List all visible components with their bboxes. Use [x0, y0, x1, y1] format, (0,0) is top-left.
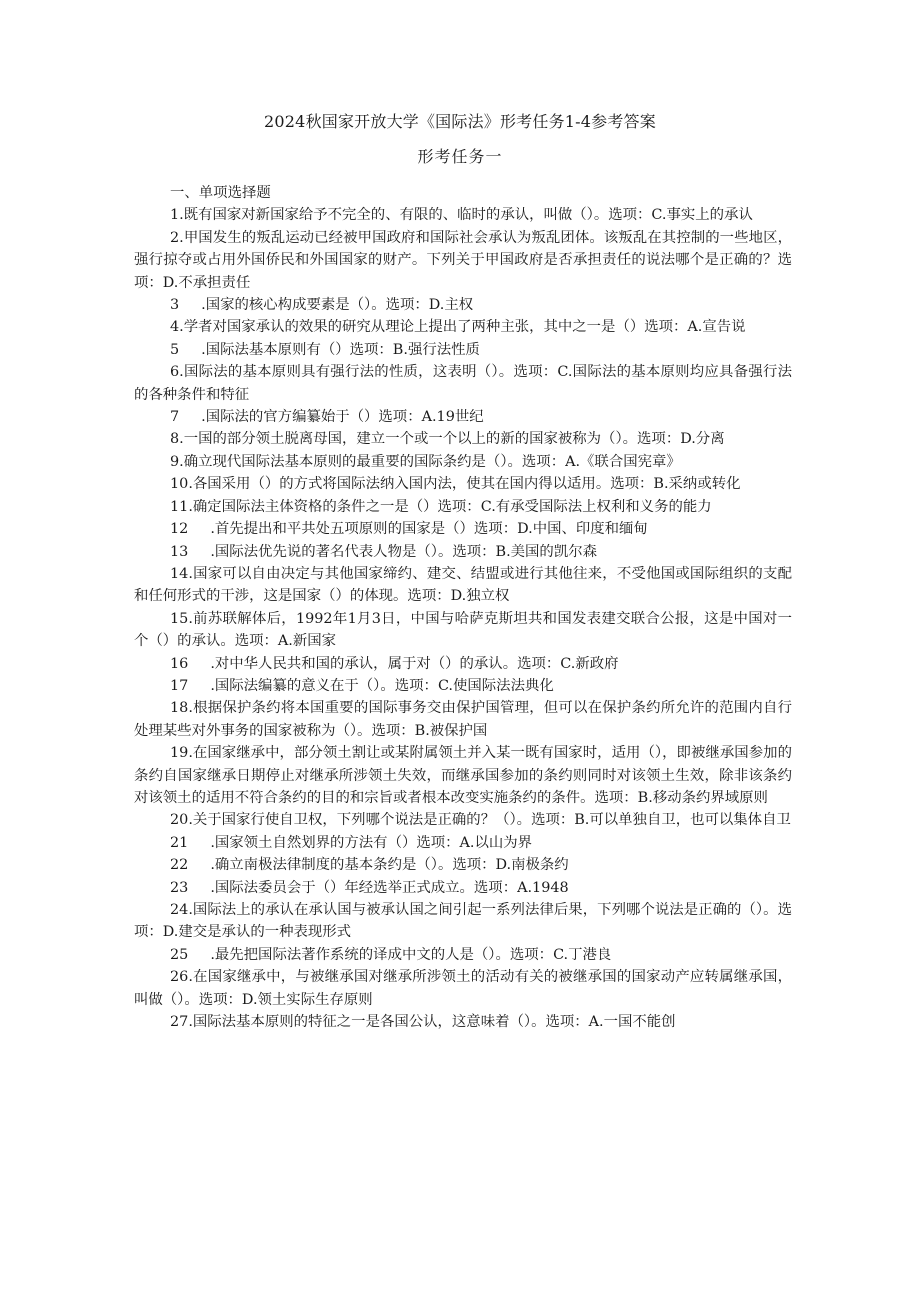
question-text: .确定国际法主体资格的条件之一是（）选项：C.有承受国际法上权利和义务的能力 — [188, 498, 712, 515]
question-text: .国际法优先说的著名代表人物是（）。选项：B.美国的凯尔森 — [210, 543, 597, 560]
question-number: 23 — [170, 879, 189, 896]
question-number: 16 — [170, 655, 189, 672]
question-19 — [134, 742, 792, 809]
question-number: 6 — [170, 364, 180, 381]
question-6 — [134, 361, 792, 406]
question-number: 10 — [170, 476, 189, 493]
question-12 — [134, 518, 792, 540]
question-15 — [134, 608, 792, 653]
question-number: 14 — [170, 565, 189, 582]
question-9 — [134, 451, 792, 473]
question-text: .国际法基本原则有（）选项：B.强行法性质 — [201, 341, 480, 358]
question-5 — [134, 339, 792, 361]
document-subtitle: 形考任务一 — [417, 147, 503, 166]
question-number: 9 — [170, 453, 180, 470]
question-8 — [134, 428, 792, 450]
question-text: .国际法的官方编纂始于（）选项：A.19世纪 — [201, 409, 484, 426]
question-number: 12 — [170, 521, 189, 538]
question-text: .在国家继承中，与被继承国对继承所涉领土的活动有关的被继承国的国家动产应转属继承国，叫做（）。选项：D.领土实际生存原则 — [134, 969, 792, 1008]
question-number: 25 — [170, 946, 189, 963]
question-number: 3 — [170, 297, 180, 314]
question-number: 8 — [170, 431, 180, 448]
question-text: .首先提出和平共处五项原则的国家是（）选项：D.中国、印度和缅甸 — [210, 521, 648, 538]
section-heading: 一、单项选择题 — [170, 185, 271, 201]
question-10 — [134, 473, 792, 495]
question-text: .国际法的基本原则具有强行法的性质，这表明（）。选项：C.国际法的基本原则均应具备强行法的各种条件和特征 — [134, 364, 792, 403]
question-text: .国际法基本原则的特征之一是各国公认，这意味着（）。选项：A.一国不能创 — [188, 1014, 676, 1031]
question-24 — [134, 899, 792, 944]
question-17 — [134, 675, 792, 697]
question-22 — [134, 854, 792, 876]
question-23 — [134, 877, 792, 899]
question-text: .确立现代国际法基本原则的最重要的国际条约是（）。选项：A.《联合国宪章》 — [179, 453, 681, 470]
question-number: 7 — [170, 409, 180, 426]
question-number: 22 — [170, 857, 189, 874]
question-text: .各国采用（）的方式将国际法纳入国内法，使其在国内得以适用。选项：B.采纳或转化 — [188, 476, 741, 493]
question-text: .前苏联解体后，1992年1月3日，中国与哈萨克斯坦共和国发表建交联合公报，这是中国对一个（）的承认。选项：A.新国家 — [134, 610, 792, 650]
question-text: .国际法编纂的意义在于（）。选项：C.使国际法法典化 — [210, 677, 554, 694]
question-text: .国际法上的承认在承认国与被承认国之间引起一系列法律后果，下列哪个说法是正确的（）。选项：D.建交是承认的一种表现形式 — [134, 902, 792, 941]
question-number: 27 — [170, 1014, 189, 1031]
question-number: 17 — [170, 677, 189, 694]
question-text: .一国的部分领土脱离母国，建立一个或一个以上的新的国家被称为（）。选项：D.分离 — [179, 431, 725, 448]
question-text: .根据保护条约将本国重要的国际事务交由保护国管理，但可以在保护条约所允许的范围内自行处理某些对外事务的国家被称为（）。选项：B.被保护国 — [134, 700, 792, 739]
question-text: .学者对国家承认的效果的研究从理论上提出了两种主张，其中之一是（）选项：A.宣告说 — [179, 319, 746, 336]
question-16 — [134, 653, 792, 675]
question-number: 24 — [170, 902, 189, 918]
document-title: 2024秋国家开放大学《国际法》形考任务1-4参考答案 — [264, 112, 656, 131]
question-text: .最先把国际法著作系统的译成中文的人是（）。选项：C.丁港良 — [210, 946, 612, 963]
question-number: 2 — [170, 229, 180, 246]
question-text: .国家领土自然划界的方法有（）选项：A.以山为界 — [210, 834, 533, 851]
question-21 — [134, 832, 792, 854]
question-number: 19 — [170, 745, 189, 762]
question-text: .在国家继承中，部分领土割让或某附属领土并入某一既有国家时，适用（），即被继承国参加的条约自国家继承日期停止对继承所涉领土失效，而继承国参加的条约则同时对该领土生效，除非该条约对该领土的适用不符合条约的目的和宗旨或者根本改变实施条约的条件。选项：B.移动条约界域原则 — [134, 745, 792, 806]
question-18 — [134, 697, 792, 742]
question-7 — [134, 406, 792, 428]
question-number: 21 — [170, 834, 189, 851]
question-number: 15 — [170, 610, 189, 627]
question-text: .国家可以自由决定与其他国家缔约、建交、结盟或进行其他往来，不受他国或国际组织的支配和任何形式的干涉，这是国家（）的体现。选项：D.独立权 — [134, 565, 792, 605]
question-text: .国家的核心构成要素是（）。选项：D.主权 — [201, 297, 474, 314]
question-text: .既有国家对新国家给予不完全的、有限的、临时的承认，叫做（）。选项：C.事实上的承认 — [179, 207, 753, 224]
question-number: 26 — [170, 969, 189, 986]
question-number: 18 — [170, 700, 189, 717]
question-26 — [134, 966, 792, 1011]
question-27 — [134, 1011, 792, 1033]
document-body — [134, 182, 792, 1033]
question-14 — [134, 563, 792, 608]
question-1 — [134, 204, 792, 226]
question-number: 5 — [170, 341, 180, 358]
question-text: .甲国发生的叛乱运动已经被甲国政府和国际社会承认为叛乱团体。该叛乱在其控制的一些地区，强行掠夺或占用外国侨民和外国国家的财产。下列关于甲国政府是否承担责任的说法哪个是正确的？选项：D.不承担责任 — [134, 229, 792, 291]
question-number: 13 — [170, 543, 189, 560]
question-11 — [134, 496, 792, 518]
question-20 — [134, 809, 792, 831]
question-13 — [134, 541, 792, 563]
question-25 — [134, 944, 792, 966]
question-text: .国际法委员会于（）年经选举正式成立。选项：A.1948 — [210, 879, 569, 896]
question-4 — [134, 316, 792, 338]
question-3 — [134, 294, 792, 316]
question-number: 20 — [170, 812, 189, 829]
question-text: .确立南极法律制度的基本条约是（）。选项：D.南极条约 — [210, 857, 569, 874]
question-text: .关于国家行使自卫权，下列哪个说法是正确的？（）。选项：B.可以单独自卫，也可以集体自卫 — [188, 812, 791, 829]
question-number: 1 — [170, 207, 180, 224]
question-text: .对中华人民共和国的承认，属于对（）的承认。选项：C.新政府 — [210, 655, 619, 672]
question-2 — [134, 227, 792, 294]
question-number: 4 — [170, 319, 180, 336]
question-number: 11 — [170, 498, 189, 515]
